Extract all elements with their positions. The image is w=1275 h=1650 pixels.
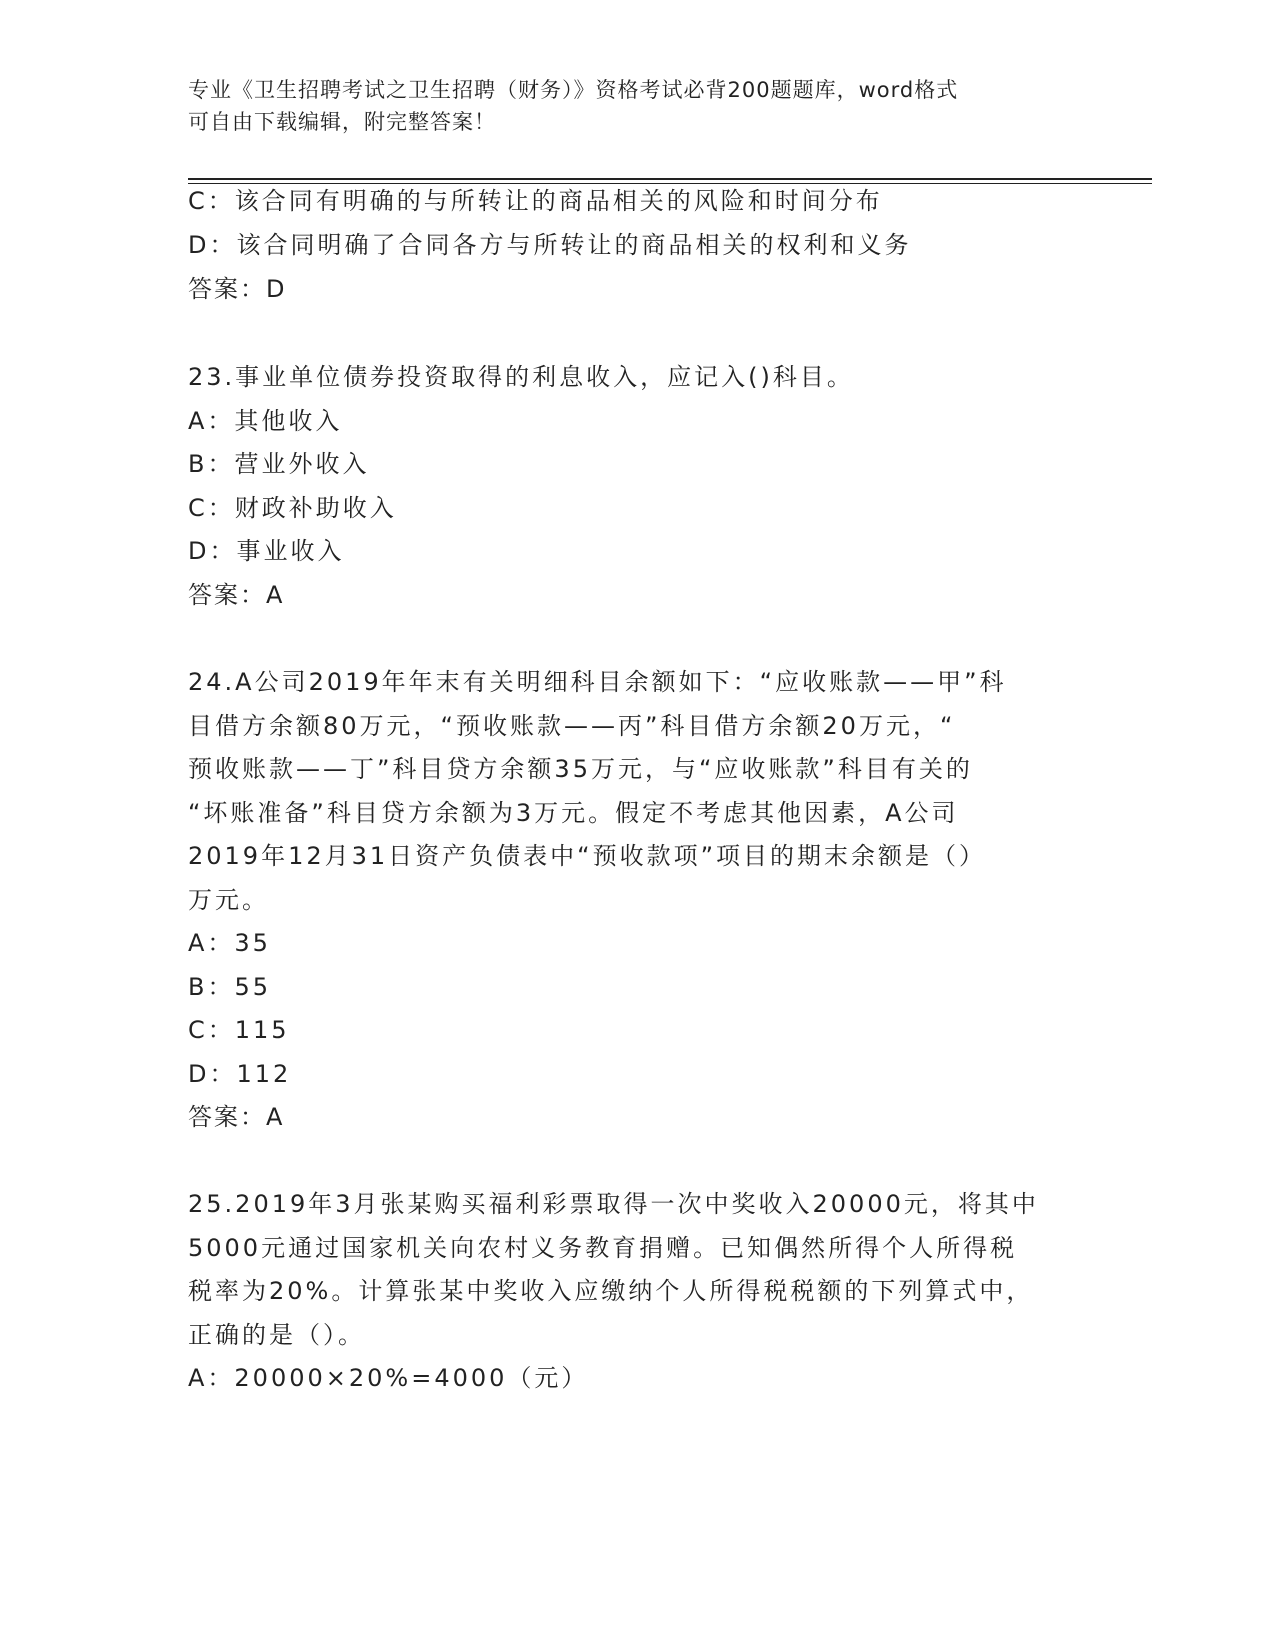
- q24-option-c: C：115: [188, 1016, 290, 1044]
- q24-option-b: B：55: [188, 973, 272, 1001]
- q24-stem-line-5: 2019年12月31日资产负债表中“预收款项”项目的期末余额是（）: [188, 842, 987, 870]
- q24-stem-line-4: “坏账准备”科目贷方余额为3万元。假定不考虑其他因素，A公司: [188, 799, 959, 827]
- q25-option-a: A：20000×20%=4000（元）: [188, 1364, 589, 1392]
- q23-option-b: B：营业外收入: [188, 450, 370, 478]
- header-divider-thin: [188, 183, 1152, 184]
- q25-stem-line-3: 税率为20%。计算张某中奖收入应缴纳个人所得税税额的下列算式中，: [188, 1277, 1034, 1305]
- q23-answer: [188, 580, 284, 610]
- q24-stem-line-3: 预收账款——丁”科目贷方余额35万元，与“应收账款”科目有关的: [188, 755, 973, 783]
- prev-option-c: C：该合同有明确的与所转让的商品相关的风险和时间分布: [188, 187, 883, 215]
- header-divider-thick: [188, 178, 1152, 180]
- q24-stem-line-1: 24.A公司2019年年末有关明细科目余额如下：“应收账款——甲”科: [188, 668, 1007, 696]
- header-title-line-2: 可自由下载编辑，附完整答案！: [188, 110, 496, 134]
- q23-option-d: D：事业收入: [188, 537, 345, 565]
- q24-stem-line-2: 目借方余额80万元，“预收账款——丙”科目借方余额20万元，“: [188, 712, 956, 740]
- q24-option-a: A：35: [188, 929, 271, 957]
- prev-option-d: D：该合同明确了合同各方与所转让的商品相关的权利和义务: [188, 231, 912, 259]
- q24-stem-line-6: 万元。: [188, 886, 269, 914]
- q23-option-c: C：财政补助收入: [188, 494, 397, 522]
- q24-option-d: D：112: [188, 1060, 292, 1088]
- prev-answer: [188, 274, 286, 304]
- answer-value: A: [266, 1103, 285, 1131]
- q25-stem-line-1: 25.2019年3月张某购买福利彩票取得一次中奖收入20000元，将其中: [188, 1190, 1039, 1218]
- answer-value: D: [266, 275, 287, 303]
- header-title-line-1: 专业《卫生招聘考试之卫生招聘（财务）》资格考试必背200题题库，word格式: [188, 78, 959, 102]
- q25-stem-line-4: 正确的是（）。: [188, 1321, 365, 1349]
- q23-option-a: A：其他收入: [188, 407, 343, 435]
- q25-stem-line-2: 5000元通过国家机关向农村义务教育捐赠。已知偶然所得个人所得税: [188, 1234, 1018, 1262]
- answer-label: 答案：: [188, 275, 266, 303]
- answer-label: 答案：: [188, 1103, 266, 1131]
- q23-stem: 23.事业单位债券投资取得的利息收入，应记入()科目。: [188, 363, 854, 391]
- answer-label: 答案：: [188, 581, 266, 609]
- q24-answer: [188, 1102, 284, 1132]
- answer-value: A: [266, 581, 285, 609]
- document-header: [188, 74, 1068, 138]
